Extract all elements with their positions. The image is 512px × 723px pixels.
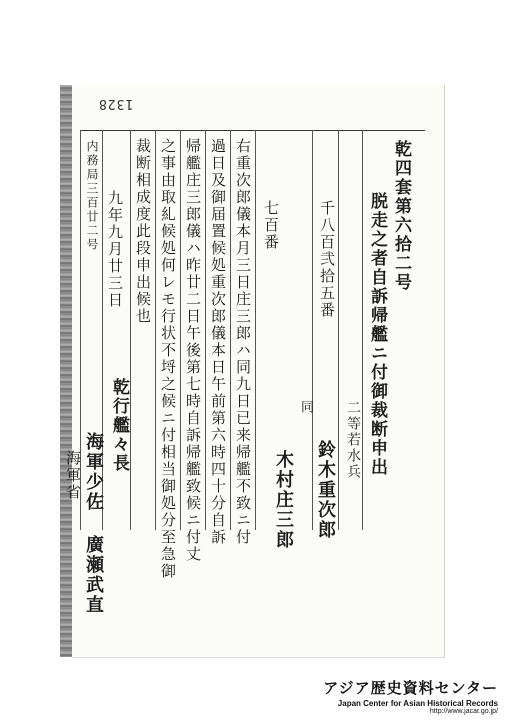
body-line: 裁断相成度此段申出候也 <box>134 138 152 325</box>
left-margin-note: 内務局三百廿二号 <box>85 140 99 252</box>
page-number: 1328 <box>98 96 134 111</box>
jacar-logo <box>323 677 498 715</box>
ship-captain-line: 乾行艦々長 <box>109 378 129 473</box>
ditto-mark: 同 <box>298 400 313 415</box>
column-rule <box>255 130 256 530</box>
sub-number: 七百番 <box>262 200 280 251</box>
signer-name: 海軍少佐 廣瀬武直 <box>83 432 104 615</box>
body-line: 過日及御届置候処重次郎儀本日午前第六時四十分自訴 <box>209 138 227 546</box>
body-line: 之事由取糺候処何レモ行状不埒之候ニ付相当御処分至急御 <box>159 138 177 580</box>
document-date: 九年九月廿三日 <box>106 190 124 309</box>
body-line: 右重次郎儀本月三日庄三郎ハ同九日已来帰艦不致ニ付 <box>234 138 252 546</box>
jacar-url: http://www.jacar.go.jp/ <box>429 708 498 715</box>
column-rule <box>180 130 181 530</box>
column-rule <box>130 130 131 530</box>
sender-rank: 二等若水兵 <box>345 400 361 480</box>
column-rule <box>155 130 156 530</box>
jacar-logo-japanese: アジア歴史資料センター <box>323 679 498 697</box>
document-subject: 脱走之者自訴帰艦ニ付御裁断申出 <box>367 192 387 477</box>
sender-name: 鈴木重次郎 <box>315 440 336 540</box>
second-name: 木村庄三郎 <box>273 450 294 550</box>
recipient: 海軍省 <box>64 450 82 501</box>
column-rule <box>230 130 231 530</box>
body-line: 帰艦庄三郎儀ハ昨廿二日午後第七時自訴帰艦致候ニ付丈 <box>184 138 202 563</box>
column-rule <box>338 130 339 530</box>
jacar-logo-english: Japan Center for Asian Historical Records <box>337 699 498 708</box>
header-rule <box>80 130 425 131</box>
document-number: 千八百弐拾五番 <box>318 200 336 319</box>
document-page <box>72 85 445 658</box>
column-rule <box>205 130 206 530</box>
column-rule <box>312 130 313 530</box>
file-reference: 乾四套第六拾二号 <box>391 140 411 292</box>
column-rule <box>362 130 363 530</box>
